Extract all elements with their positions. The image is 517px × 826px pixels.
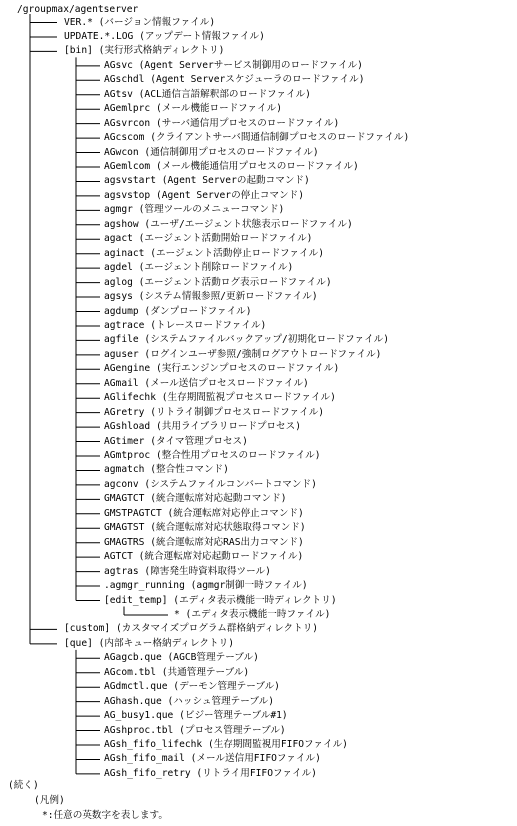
tree-item-bin: AGshload (共用ライブラリロードプロセス) bbox=[104, 421, 301, 433]
tree-item-bin: aglog (エージェント活動ログ表示ロードファイル) bbox=[104, 276, 332, 288]
tree-item-edit-temp-child: * (エディタ表示機能一時ファイル) bbox=[174, 608, 331, 620]
tree-item-bin: GMSTPAGTCT (統合運転席対応停止コマンド) bbox=[104, 507, 304, 519]
tree-item-top: VER.* (バージョン情報ファイル) bbox=[64, 16, 216, 28]
tree-item-bin: agmatch (整合性コマンド) bbox=[104, 464, 229, 476]
tree-item-bin: AGwcon (通信制御用プロセスのロードファイル) bbox=[104, 146, 319, 158]
footer-continued: (続く) bbox=[8, 780, 39, 791]
legend-title: (凡例) bbox=[34, 795, 65, 806]
tree-item-bin: AGsvrcon (サーバ通信用プロセスのロードファイル) bbox=[104, 117, 340, 129]
tree-item-bin: AGtimer (タイマ管理プロセス) bbox=[104, 435, 248, 447]
folder-bin: [bin] (実行形式格納ディレクトリ) bbox=[64, 45, 225, 57]
tree-item-bin: agsvstop (Agent Serverの停止コマンド) bbox=[104, 189, 305, 201]
tree-item-bin: agtrace (トレースロードファイル) bbox=[104, 319, 267, 331]
tree-item-que: AGcom.tbl (共通管理テーブル) bbox=[104, 666, 250, 678]
tree-item-bin: GMAGTRS (統合運転席対応RAS出力コマンド) bbox=[104, 536, 304, 548]
tree-item-bin: GMAGTST (統合運転席対応状態取得コマンド) bbox=[104, 522, 306, 534]
tree-item-bin: aginact (エージェント活動停止ロードファイル) bbox=[104, 247, 324, 259]
tree-item-bin: agshow (ユーザ/エージェント状態表示ロードファイル) bbox=[104, 218, 353, 230]
tree-item-bin: AGlifechk (生存期間監視プロセスロードファイル) bbox=[104, 392, 336, 404]
tree-item-bin: .agmgr_running (agmgr制御一時ファイル) bbox=[104, 580, 308, 592]
tree-item-bin: agmgr (管理ツールのメニューコマンド) bbox=[104, 204, 285, 216]
tree-item-que: AGhash.que (ハッシュ管理テーブル) bbox=[104, 695, 274, 707]
tree-item-bin: agsys (システム情報参照/更新ロードファイル) bbox=[104, 291, 318, 303]
tree-item-bin: agfile (システムファイルバックアップ/初期化ロードファイル) bbox=[104, 334, 390, 346]
tree-item-bin: AGengine (実行エンジンプロセスのロードファイル) bbox=[104, 363, 340, 375]
tree-item-bin: [edit_temp] (エディタ表示機能一時ディレクトリ) bbox=[104, 594, 337, 606]
tree-item-bin: AGretry (リトライ制御プロセスロードファイル) bbox=[104, 406, 325, 418]
tree-item-bin: agact (エージェント活動開始ロードファイル) bbox=[104, 233, 313, 245]
tree-item-bin: AGemlprc (メール機能ロードファイル) bbox=[104, 103, 282, 115]
tree-item-que: AGshproc.tbl (プロセス管理テーブル) bbox=[104, 724, 286, 736]
tree-item-bin: agdump (ダンプロードファイル) bbox=[104, 305, 252, 317]
folder-custom: [custom] (カスタマイズプログラム群格納ディレクトリ) bbox=[64, 623, 319, 635]
tree-item-que: AGagcb.que (AGCB管理テーブル) bbox=[104, 652, 259, 664]
tree-item-bin: AGcscom (クライアントサーバ間通信制御プロセスのロードファイル) bbox=[104, 132, 410, 144]
tree-item-bin: AGsvc (Agent Serverサービス制御用のロードファイル) bbox=[104, 59, 363, 71]
legend-text: *:任意の英数字を表します。 bbox=[42, 810, 168, 821]
tree-item-bin: AGTCT (統合運転席対応起動ロードファイル) bbox=[104, 551, 304, 563]
tree-item-bin: AGemlcom (メール機能通信用プロセスのロードファイル) bbox=[104, 161, 359, 172]
tree-item-top: UPDATE.*.LOG (アップデート情報ファイル) bbox=[64, 30, 265, 42]
tree-item-que: AGdmctl.que (デーモン管理テーブル) bbox=[104, 681, 280, 693]
tree-item-que: AGsh_fifo_lifechk (生存期間監視用FIFOファイル) bbox=[104, 739, 348, 750]
tree-item-bin: agdel (エージェント削除ロードファイル) bbox=[104, 262, 294, 274]
folder-que: [que] (内部キュー格納ディレクトリ) bbox=[64, 637, 234, 649]
tree-item-bin: AGmail (メール送信プロセスロードファイル) bbox=[104, 377, 309, 389]
tree-item-bin: agtras (障害発生時資料取得ツール) bbox=[104, 565, 271, 577]
tree-item-bin: aguser (ログインユーザ参照/強制ログアウトロードファイル) bbox=[104, 348, 382, 360]
tree-item-bin: GMAGTCT (統合運転席対応起動コマンド) bbox=[104, 493, 287, 505]
tree-item-que: AGsh_fifo_retry (リトライ用FIFOファイル) bbox=[104, 767, 317, 779]
tree-item-que: AGsh_fifo_mail (メール送信用FIFOファイル) bbox=[104, 753, 321, 765]
root-path: /groupmax/agentserver bbox=[17, 4, 139, 15]
tree-item-bin: agconv (システムファイルコンバートコマンド) bbox=[104, 478, 317, 490]
tree-item-bin: AGmtproc (整合性用プロセスのロードファイル) bbox=[104, 450, 321, 461]
tree-item-bin: agsvstart (Agent Serverの起動コマンド) bbox=[104, 175, 310, 187]
tree-item-bin: AGtsv (ACL通信言語解釈部のロードファイル) bbox=[104, 88, 311, 100]
tree-item-bin: AGschdl (Agent Serverスケジューラのロードファイル) bbox=[104, 74, 365, 86]
tree-item-que: AG_busy1.que (ビジー管理テーブル#1) bbox=[104, 710, 288, 722]
